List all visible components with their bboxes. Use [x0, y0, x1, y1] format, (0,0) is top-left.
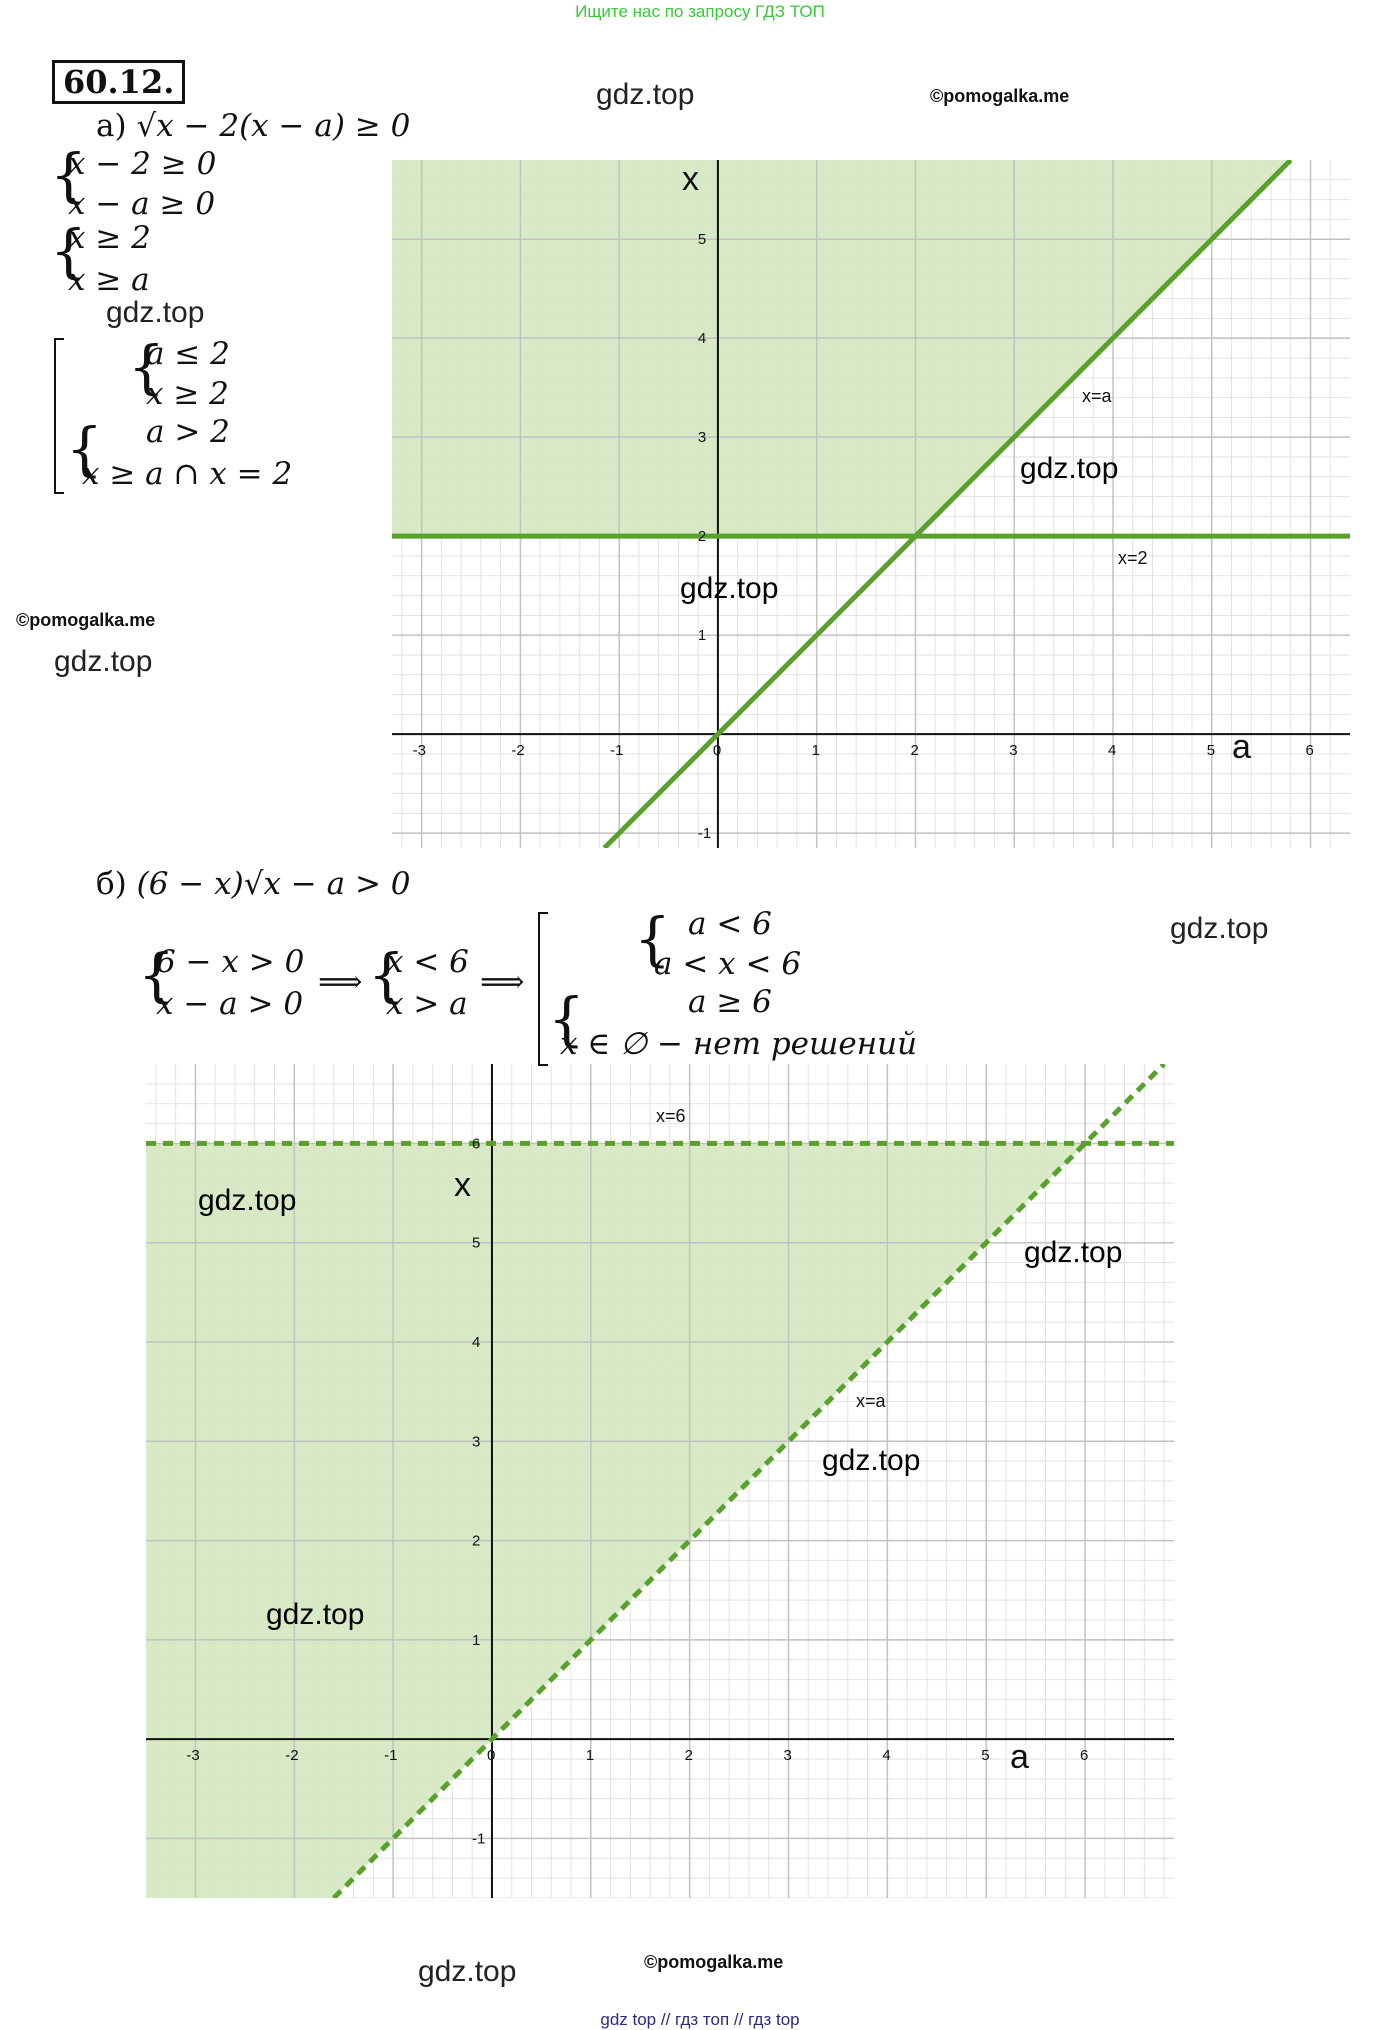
y-tick-label: 3	[471, 1433, 481, 1451]
watermark-gdz: gdz.top	[106, 296, 205, 329]
watermark-pomogalka: ©pomogalka.me	[644, 1952, 784, 1972]
watermark-gdz: gdz.top	[822, 1444, 921, 1477]
x-tick-label: 5	[981, 1747, 990, 1765]
watermark-pomogalka: ©pomogalka.me	[930, 86, 1070, 106]
watermark-gdz: gdz.top	[680, 572, 779, 605]
footer-link[interactable]: гдз top	[748, 2010, 800, 2029]
x-tick-label: -1	[610, 742, 624, 760]
part-a-sys1-line1: x − 2 ≥ 0	[68, 146, 217, 182]
system-brace: {	[548, 985, 585, 1053]
part-a-inequality: а) √x − 2(x − a) ≥ 0	[96, 108, 411, 144]
graph-a	[392, 160, 1350, 848]
system-brace: {	[634, 905, 671, 973]
y-tick-label: 2	[471, 1532, 481, 1550]
system-brace: {	[50, 217, 87, 285]
part-b-sys2-line1: x < 6	[386, 944, 469, 980]
x-tick-label: -3	[412, 742, 426, 760]
graph-b	[146, 1064, 1174, 1898]
y-tick-label: 4	[471, 1334, 481, 1351]
part-a-sys2-line2: x ≥ a	[68, 262, 150, 298]
footer-link[interactable]: gdz top	[600, 2010, 657, 2029]
part-b-sys1-line2: x − a > 0	[156, 986, 304, 1022]
y-axis-label: x	[454, 1166, 471, 1204]
y-tick-label: 5	[471, 1234, 481, 1252]
part-b-case1-line2: a < x < 6	[654, 946, 802, 982]
system-brace: {	[66, 415, 103, 483]
x-tick-label: 0	[486, 1747, 496, 1765]
x-tick-label: 2	[684, 1747, 693, 1765]
label-x-equals-2: x=2	[1118, 548, 1148, 568]
part-b-sys2-line2: x > a	[386, 986, 468, 1022]
part-b-case2-tail: x ∈ ∅ − нет решений	[560, 1026, 918, 1062]
part-b-sys1-line1: 6 − x > 0	[156, 944, 305, 980]
x-axis-label: a	[1232, 728, 1251, 766]
watermark-gdz: gdz.top	[418, 1955, 517, 1988]
y-tick-label: 2	[697, 528, 707, 546]
label-x-equals-6: x=6	[656, 1106, 686, 1126]
x-tick-label: -3	[186, 1747, 200, 1765]
part-a-case1-line1: a ≤ 2	[146, 336, 230, 372]
cases-bracket	[54, 338, 64, 494]
part-b-inequality: б) (6 − x)√x − a > 0	[96, 866, 411, 902]
part-a-case2-head: a > 2	[146, 414, 230, 450]
task-number: 60.12.	[52, 60, 185, 104]
watermark-gdz: gdz.top	[198, 1184, 297, 1217]
part-a-sys2-line1: x ≥ 2	[68, 220, 151, 256]
x-tick-label: -2	[285, 1747, 299, 1765]
x-tick-label: 4	[1107, 742, 1117, 760]
x-tick-label: 1	[811, 742, 821, 760]
watermark-gdz: gdz.top	[1024, 1236, 1123, 1269]
x-tick-label: 6	[1080, 1747, 1089, 1765]
solution-region	[392, 160, 1291, 536]
watermark-gdz: gdz.top	[54, 645, 153, 678]
implies-arrow: ⟹	[480, 964, 525, 1000]
x-tick-label: 6	[1305, 742, 1314, 760]
footer-links: gdz top // гдз топ // гдз top	[600, 2010, 800, 2029]
y-tick-label: 3	[697, 429, 707, 447]
y-tick-label: -1	[471, 1830, 486, 1848]
watermark-gdz: gdz.top	[1020, 452, 1119, 485]
watermark-gdz: gdz.top	[596, 78, 695, 111]
label-x-equals-a: x=a	[856, 1391, 886, 1411]
y-tick-label: 6	[471, 1135, 481, 1153]
cases-bracket	[538, 912, 548, 1066]
part-b-case1-line1: a < 6	[688, 906, 772, 942]
x-tick-label: -1	[384, 1747, 398, 1765]
x-tick-label: -2	[511, 742, 525, 760]
y-tick-label: 1	[471, 1631, 481, 1649]
system-brace: {	[50, 141, 87, 209]
top-banner: Ищите нас по запросу ГДЗ ТОП	[575, 2, 825, 21]
x-tick-label: 4	[882, 1747, 891, 1765]
x-tick-label: 0	[712, 742, 722, 760]
watermark-pomogalka: ©pomogalka.me	[16, 610, 156, 630]
part-a-case2-tail: x ≥ a ∩ x = 2	[82, 456, 293, 492]
x-axis-label: a	[1010, 1738, 1029, 1776]
y-tick-label: 5	[697, 231, 707, 249]
x-tick-label: 3	[1009, 742, 1018, 760]
watermark-gdz: gdz.top	[1170, 912, 1269, 945]
x-tick-label: 5	[1206, 742, 1216, 760]
part-a-case1-line2: x ≥ 2	[146, 376, 229, 412]
y-tick-label: 4	[697, 330, 707, 348]
y-axis-label: x	[682, 160, 699, 198]
system-brace: {	[368, 941, 405, 1009]
system-brace: {	[128, 333, 165, 401]
part-b-case2-head: a ≥ 6	[688, 984, 772, 1020]
y-tick-label: 1	[697, 627, 707, 645]
system-brace: {	[138, 941, 175, 1009]
x-tick-label: 1	[585, 1747, 595, 1765]
x-tick-label: 2	[910, 742, 919, 760]
label-x-equals-a: x=a	[1082, 386, 1112, 406]
x-tick-label: 3	[783, 1747, 792, 1765]
footer-link[interactable]: гдз топ	[675, 2010, 730, 2029]
part-a-sys1-line2: x − a ≥ 0	[68, 186, 216, 222]
watermark-gdz: gdz.top	[266, 1598, 365, 1631]
y-tick-label: -1	[697, 825, 712, 843]
implies-arrow: ⟹	[318, 964, 363, 1000]
